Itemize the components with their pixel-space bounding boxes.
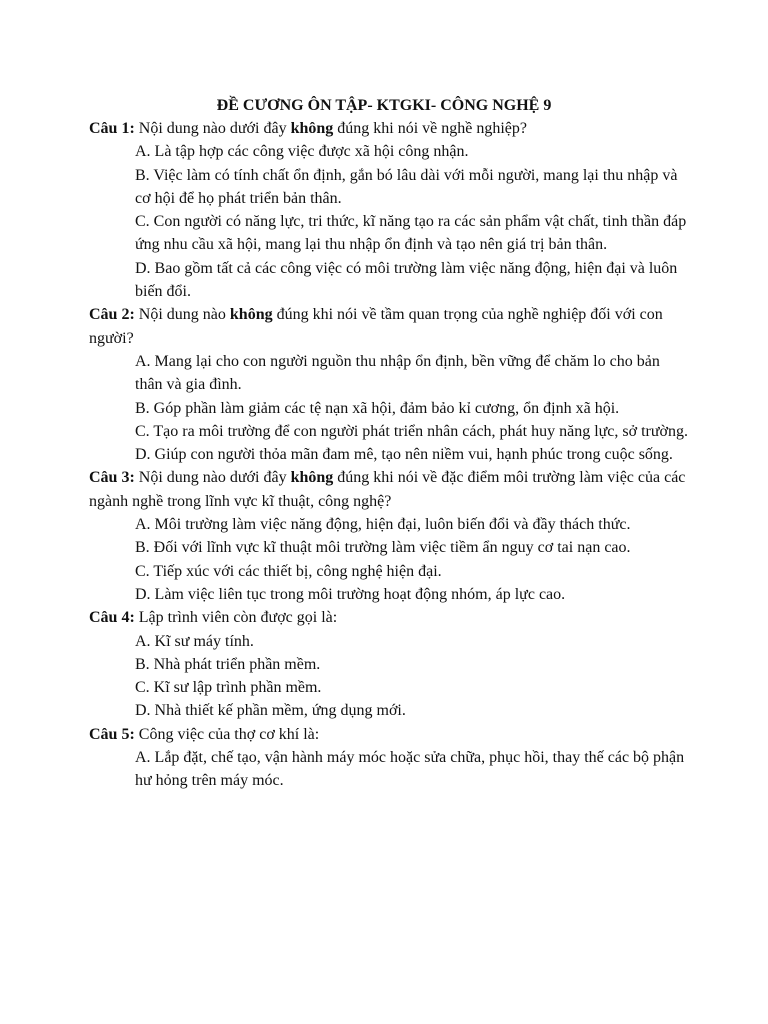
question-stem [89,117,689,140]
question-label: Câu 1: [89,120,135,137]
answer-option: A. Mang lại cho con người nguồn thu nhập ổn định, bền vững để chăm lo cho bản thân và gia đình. [135,352,660,394]
answer-option: D. Nhà thiết kế phần mềm, ứng dụng mới. [135,702,406,720]
answer-option: D. Làm việc liên tục trong môi trường hoạt động nhóm, áp lực cao. [135,585,566,603]
answer-option: A. Lắp đặt, chế tạo, vận hành máy móc hoặc sửa chữa, phục hồi, thay thế các bộ phận hư hỏng trên máy móc. [135,749,685,790]
question-text-rest: đúng khi nói về đặc điểm môi trường làm việc của các ngành nghề trong lĩnh vực kĩ thuật, công nghệ? [89,469,686,510]
question-block [89,466,689,606]
question-stem [89,466,689,513]
question-text-rest: đúng khi nói về nghề nghiệp? [333,120,528,137]
answer-option: B. Đối với lĩnh vực kĩ thuật môi trường làm việc tiềm ẩn nguy cơ tai nạn cao. [135,539,631,557]
question-keyword: không [290,469,334,487]
question-block [89,117,689,303]
question-keyword: không [229,306,273,324]
question-label: Câu 3: [89,469,135,487]
answer-option: B. Góp phần làm giảm các tệ nạn xã hội, đảm bảo kỉ cương, ổn định xã hội. [135,399,620,417]
question-keyword: không [290,120,334,137]
answer-option: C. Kĩ sư lập trình phần mềm. [135,679,322,697]
question-label: Câu 2: [89,306,135,324]
answer-option: A. Kĩ sư máy tính. [135,632,254,650]
answer-option: B. Việc làm có tính chất ổn định, gắn bó lâu dài với mỗi người, mang lại thu nhập và cơ hội để họ phát triển bản thân. [135,166,678,207]
document-title: ĐỀ CƯƠNG ÔN TẬP- KTGKI- CÔNG NGHỆ 9 [216,97,552,114]
question-text: Nội dung nào [134,306,230,324]
answer-option: C. Con người có năng lực, tri thức, kĩ năng tạo ra các sản phẩm vật chất, tinh thần đáp ứng nhu cầu xã hội, mang lại thu nhập ổn định và tạo nên giá trị bản thân. [135,213,687,254]
question-stem [89,723,689,746]
question-stem [89,606,689,629]
answer-option: B. Nhà phát triển phần mềm. [135,655,321,673]
question-block [89,723,689,793]
question-block [89,303,689,466]
answer-option: C. Tạo ra môi trường để con người phát triển nhân cách, phát huy năng lực, sở trường. [135,422,688,440]
question-text: Công việc của thợ cơ khí là: [134,725,320,743]
answer-option: D. Bao gồm tất cả các công việc có môi trường làm việc năng động, hiện đại và luôn biến đổi. [135,259,678,301]
question-text-rest: đúng khi nói về tầm quan trọng của nghề nghiệp đối với con người? [89,306,663,347]
question-label: Câu 5: [89,725,135,743]
question-text: Lập trình viên còn được gọi là: [134,609,338,627]
answer-option: A. Môi trường làm việc năng động, hiện đại, luôn biến đổi và đầy thách thức. [135,516,631,534]
question-label: Câu 4: [89,609,135,627]
question-stem [89,303,689,350]
question-text: Nội dung nào dưới đây [134,469,291,487]
answer-option: A. Là tập hợp các công việc được xã hội công nhận. [135,143,469,161]
question-list [89,117,689,793]
answer-option: D. Giúp con người thỏa mãn đam mê, tạo nên niềm vui, hạnh phúc trong cuộc sống. [135,446,673,464]
question-text: Nội dung nào dưới đây [134,120,291,137]
answer-option: C. Tiếp xúc với các thiết bị, công nghệ hiện đại. [135,562,442,580]
question-block [89,606,689,722]
